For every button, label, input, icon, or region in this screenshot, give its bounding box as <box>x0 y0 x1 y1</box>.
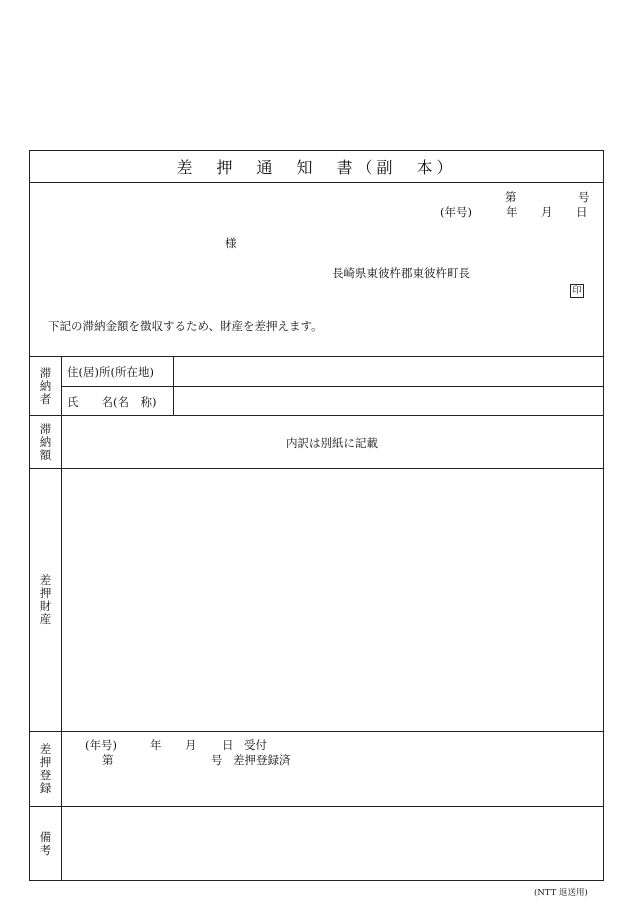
date-month: 月 <box>541 205 553 219</box>
left-column-divider <box>61 356 62 880</box>
addressee-suffix: 様 <box>225 236 237 250</box>
number-prefix: 第 <box>505 190 517 204</box>
official-seal-icon: 印 <box>570 284 584 298</box>
remarks-field[interactable] <box>62 807 603 880</box>
property-field[interactable] <box>62 469 603 731</box>
property-label: 差 押 財 産 <box>39 573 52 626</box>
property-divider <box>30 731 603 732</box>
registration-status: 差押登録済 <box>233 753 291 767</box>
date-year: 年 <box>506 205 518 219</box>
name-field[interactable] <box>174 387 603 415</box>
registration-year: 年 <box>150 738 162 752</box>
address-label: 住(居)所(所在地) <box>67 365 154 379</box>
era-label: (年号) <box>440 205 472 219</box>
registration-number-prefix: 第 <box>102 753 114 767</box>
registration-label: 差 押 登 録 <box>39 742 52 795</box>
registration-day: 日 <box>222 738 234 752</box>
address-field[interactable] <box>174 357 603 386</box>
remarks-label: 備 考 <box>39 829 52 857</box>
seizure-notice-form <box>29 150 604 881</box>
amount-label: 滞 納 額 <box>39 421 52 462</box>
date-day: 日 <box>576 205 588 219</box>
delinquent-label: 滞 納 者 <box>39 365 52 406</box>
title-divider <box>30 182 603 183</box>
registration-received: 受付 <box>244 738 267 752</box>
number-suffix: 号 <box>578 190 590 204</box>
footnote: (NTT 返送用) <box>534 888 588 898</box>
registration-number-suffix: 号 <box>211 753 223 767</box>
label-column-divider <box>173 356 174 415</box>
registration-era: (年号) <box>85 738 117 752</box>
notice-text: 下記の滞納金額を徴収するため、財産を差押えます。 <box>48 319 323 333</box>
amount-text: 内訳は別紙に記載 <box>286 436 378 450</box>
name-label: 氏 名(名 称) <box>67 395 157 409</box>
registration-month: 月 <box>185 738 197 752</box>
issuer-name: 長崎県東彼杵郡東彼杵町長 <box>332 266 470 280</box>
delinquent-divider <box>30 415 603 416</box>
form-title: 差 押 通 知 書（副 本） <box>176 158 457 177</box>
